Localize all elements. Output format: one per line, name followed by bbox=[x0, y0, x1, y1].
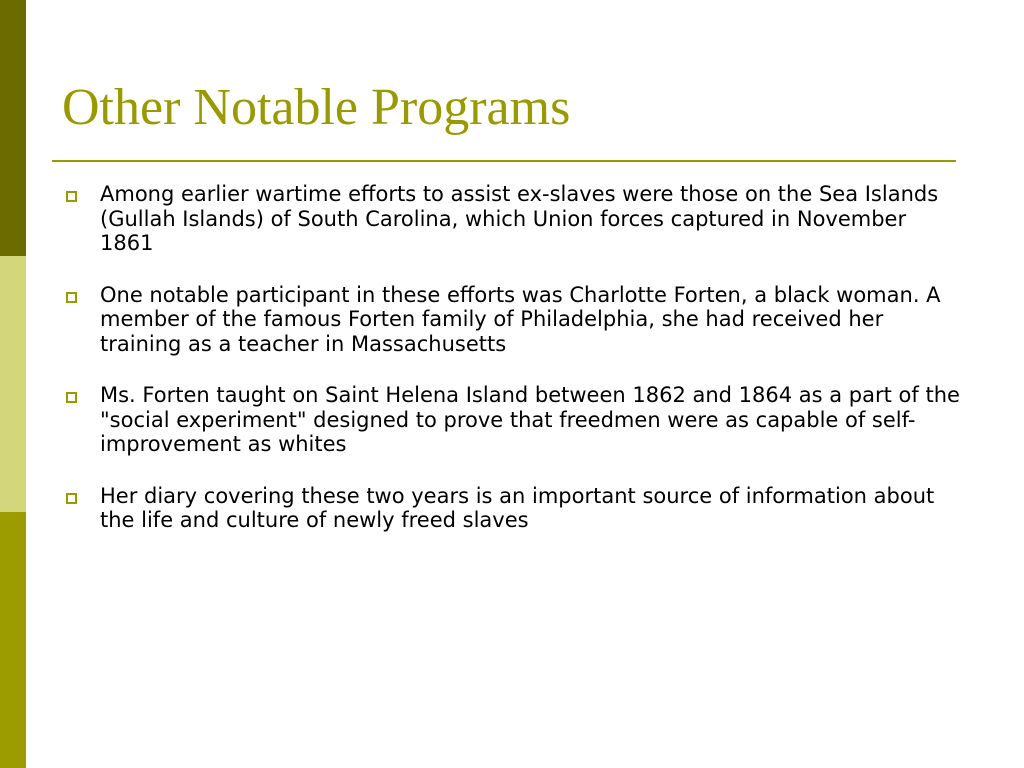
side-band-dark bbox=[0, 0, 26, 256]
bullet-item bbox=[62, 283, 962, 357]
bullet-text: Her diary covering these two years is an important source of information about the life and culture of newly freed slaves bbox=[100, 483, 935, 532]
bullet-item bbox=[62, 383, 962, 457]
bullet-list bbox=[62, 182, 962, 560]
bullet-text: Ms. Forten taught on Saint Helena Island between 1862 and 1864 as a part of the "social experiment" designed to prove that freedmen were as capable of self-improvement as whites bbox=[100, 383, 960, 456]
bullet-text: One notable participant in these efforts was Charlotte Forten, a black woman. A member of the famous Forten family of Philadelphia, she had received her training as a teacher in Massachusetts bbox=[100, 282, 941, 356]
bullet-text: Among earlier wartime efforts to assist ex-slaves were those on the Sea Islands (Gullah Islands) of South Carolina, which Union forces captured in November 1861 bbox=[100, 182, 939, 255]
square-bullet-icon bbox=[66, 292, 77, 303]
square-bullet-icon bbox=[66, 191, 77, 202]
title-underline bbox=[52, 160, 956, 162]
side-band-light bbox=[0, 256, 26, 512]
square-bullet-icon bbox=[66, 493, 77, 504]
slide-title: Other Notable Programs bbox=[62, 79, 571, 136]
bullet-item bbox=[62, 182, 962, 256]
side-band-olive bbox=[0, 512, 26, 768]
bullet-item bbox=[62, 484, 962, 533]
square-bullet-icon bbox=[66, 392, 77, 403]
